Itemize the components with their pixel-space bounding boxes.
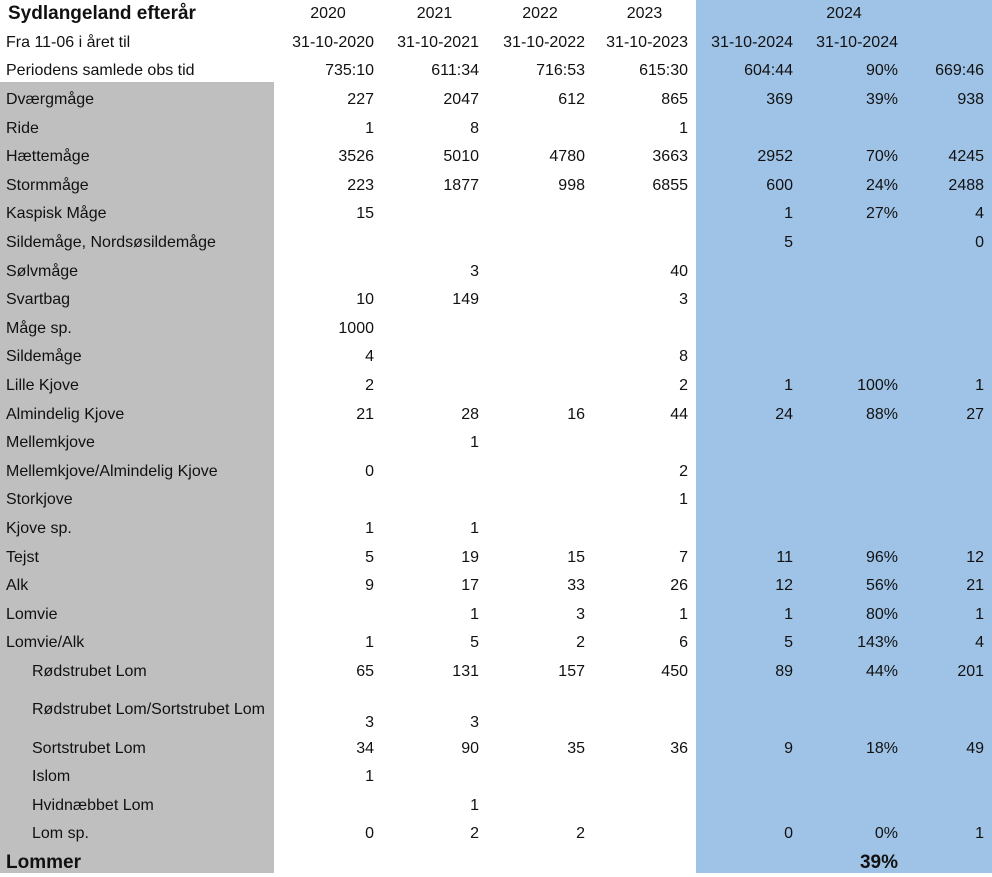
count-cell: 16 [567, 405, 585, 423]
period-cell: 31-10-2021 [397, 33, 479, 51]
count-cell [593, 429, 696, 458]
year-2022: 2022 [522, 5, 558, 23]
table-row [0, 629, 992, 658]
count-cell: 34 [356, 739, 374, 757]
count-cell: 80% [865, 605, 898, 623]
count-cell [801, 343, 906, 372]
obs-time-cell: 604:44 [744, 62, 793, 80]
count-cell: 450 [661, 662, 688, 680]
count-cell: 70% [865, 148, 898, 166]
count-cell: 3663 [652, 148, 688, 166]
count-cell [696, 486, 801, 515]
table-row [0, 572, 992, 601]
obs-time-cell: 716:53 [536, 62, 585, 80]
count-cell [487, 791, 593, 820]
count-cell [801, 315, 906, 344]
count-cell: 1 [975, 377, 985, 395]
count-cell [487, 114, 593, 143]
count-cell: 100% [857, 377, 898, 395]
table-row [0, 791, 992, 820]
sheet-title: Sydlangeland efterår [8, 3, 196, 25]
count-cell: 2 [470, 825, 479, 843]
count-cell: 24 [775, 405, 793, 423]
table-row [0, 429, 992, 458]
species-name: Storkjove [6, 491, 73, 509]
species-name: Kaspisk Måge [6, 205, 107, 223]
count-cell: 21 [356, 405, 374, 423]
period-cell: 31-10-2024 [711, 33, 793, 51]
count-cell: 223 [347, 176, 374, 194]
count-cell: 19 [461, 548, 479, 566]
count-cell [906, 486, 992, 515]
count-cell: 4245 [948, 148, 985, 166]
period-cell: 31-10-2020 [292, 33, 374, 51]
species-name: Sildemåge [6, 348, 82, 366]
count-cell: 2 [576, 825, 585, 843]
count-cell [593, 791, 696, 820]
count-cell [696, 286, 801, 315]
count-cell: 201 [957, 662, 985, 680]
count-cell [487, 257, 593, 286]
count-cell: 0 [365, 462, 374, 480]
count-cell: 9 [365, 577, 374, 595]
year-2023: 2023 [626, 5, 663, 23]
count-cell [801, 763, 906, 792]
count-cell [906, 257, 992, 286]
count-cell: 17 [461, 577, 479, 595]
count-cell [696, 429, 801, 458]
period-cell: 31-10-2022 [503, 33, 585, 51]
count-cell: 1 [784, 377, 793, 395]
count-cell [382, 372, 487, 401]
table-row [0, 734, 992, 763]
obs-time-cell: 669:46 [935, 62, 985, 80]
count-cell [487, 458, 593, 487]
count-cell [274, 791, 382, 820]
count-cell [696, 686, 801, 734]
count-cell: 1 [679, 491, 688, 509]
count-cell: 49 [966, 739, 985, 757]
year-2020: 2020 [310, 5, 346, 23]
count-cell: 1 [784, 205, 793, 223]
count-cell: 12 [775, 577, 793, 595]
count-cell: 18% [865, 739, 898, 757]
count-cell [382, 763, 487, 792]
count-cell [906, 429, 992, 458]
species-name: Lomvie/Alk [6, 634, 85, 652]
count-cell [274, 229, 382, 258]
count-cell: 8 [679, 348, 688, 366]
count-cell: 369 [766, 91, 793, 109]
count-cell [487, 343, 593, 372]
count-cell: 56% [865, 577, 898, 595]
count-cell: 5 [365, 548, 374, 566]
count-cell [906, 686, 992, 734]
count-cell: 96% [865, 548, 898, 566]
count-cell: 2 [365, 377, 374, 395]
count-cell [487, 515, 593, 544]
count-cell [801, 257, 906, 286]
count-cell [906, 791, 992, 820]
count-cell [906, 515, 992, 544]
count-cell: 27 [966, 405, 985, 423]
count-cell: 36 [670, 739, 688, 757]
table-row [0, 486, 992, 515]
period-cell [906, 29, 992, 58]
table-row [0, 400, 992, 429]
count-cell: 65 [356, 662, 374, 680]
count-cell [696, 257, 801, 286]
table-row [0, 686, 992, 734]
count-cell [696, 114, 801, 143]
count-cell [696, 763, 801, 792]
count-cell: 1 [975, 825, 985, 843]
count-cell: 5 [470, 634, 479, 652]
obs-time-cell: 615:30 [639, 62, 688, 80]
table-row [0, 343, 992, 372]
table-row [0, 600, 992, 629]
year-header-row [0, 0, 992, 29]
count-cell: 0 [975, 234, 985, 252]
count-cell [696, 515, 801, 544]
species-name: Sortstrubet Lom [32, 739, 146, 757]
count-cell [696, 343, 801, 372]
count-cell: 10 [356, 291, 374, 309]
count-cell: 26 [670, 577, 688, 595]
count-cell [696, 791, 801, 820]
count-cell: 89 [775, 662, 793, 680]
table-row [0, 515, 992, 544]
count-cell: 4 [365, 348, 374, 366]
obs-time-cell: 735:10 [325, 62, 374, 80]
count-cell [906, 763, 992, 792]
species-name: Svartbag [6, 291, 71, 309]
count-cell: 27% [865, 205, 898, 223]
count-cell [274, 486, 382, 515]
species-name: Sildemåge, Nordsøsildemåge [6, 234, 216, 252]
count-cell [593, 820, 696, 849]
table-row [0, 763, 992, 792]
count-cell [487, 200, 593, 229]
count-cell: 11 [776, 548, 793, 566]
count-cell [906, 343, 992, 372]
period-cell: 31-10-2023 [606, 33, 688, 51]
count-cell: 2047 [443, 91, 479, 109]
count-cell [593, 229, 696, 258]
count-cell: 1 [470, 605, 479, 623]
count-cell [487, 763, 593, 792]
count-cell: 1 [784, 605, 793, 623]
obs-time-row [0, 57, 992, 86]
species-name: Kjove sp. [6, 519, 72, 537]
count-cell [274, 257, 382, 286]
species-name: Mellemkjove [6, 434, 95, 452]
species-name: Rødstrubet Lom/Sortstrubet Lom [32, 701, 265, 719]
period-label: Fra 11-06 i året til [6, 33, 131, 51]
count-cell: 3 [576, 605, 585, 623]
count-cell: 9 [784, 739, 793, 757]
count-cell: 15 [356, 205, 374, 223]
count-cell [382, 200, 487, 229]
count-cell: 157 [558, 662, 585, 680]
count-cell [593, 763, 696, 792]
count-cell: 1 [470, 519, 479, 537]
count-cell: 33 [567, 577, 585, 595]
count-cell [487, 372, 593, 401]
count-cell: 938 [957, 91, 985, 109]
species-name: Lommer [6, 851, 81, 873]
count-cell [906, 315, 992, 344]
count-cell: 1 [365, 768, 374, 786]
count-cell: 4 [975, 205, 985, 223]
count-cell [801, 429, 906, 458]
count-cell: 24% [865, 176, 898, 194]
table-row [0, 372, 992, 401]
species-name: Dværgmåge [6, 91, 95, 109]
count-cell [382, 343, 487, 372]
table-row [0, 114, 992, 143]
year-2021: 2021 [416, 5, 453, 23]
species-name: Lom sp. [32, 825, 89, 843]
count-cell [274, 429, 382, 458]
count-cell [487, 486, 593, 515]
count-cell: 39% [865, 91, 898, 109]
obs-time-cell: 90% [865, 62, 898, 80]
count-cell: 1 [679, 605, 688, 623]
count-cell [487, 315, 593, 344]
count-cell: 2 [576, 634, 585, 652]
count-cell: 2488 [948, 176, 985, 194]
count-cell [801, 486, 906, 515]
count-cell [801, 286, 906, 315]
count-cell [696, 315, 801, 344]
count-cell: 88% [865, 405, 898, 423]
species-name: Tejst [6, 548, 39, 566]
count-cell [801, 458, 906, 487]
count-cell: 865 [661, 91, 688, 109]
count-cell [801, 114, 906, 143]
year-2024: 2024 [826, 5, 862, 23]
count-cell [593, 515, 696, 544]
table-row [0, 543, 992, 572]
count-cell: 3 [365, 714, 374, 732]
species-name: Ride [6, 119, 39, 137]
table-row [0, 315, 992, 344]
species-name: Almindelig Kjove [6, 405, 125, 423]
species-name: Lille Kjove [6, 377, 79, 395]
table-row [0, 286, 992, 315]
count-cell: 6855 [652, 176, 688, 194]
count-cell [593, 315, 696, 344]
table-row [0, 86, 992, 115]
count-cell: 0 [365, 825, 374, 843]
species-name: Lomvie [6, 605, 58, 623]
table-row [0, 229, 992, 258]
count-cell: 1 [679, 119, 688, 137]
species-name: Hvidnæbbet Lom [32, 796, 154, 814]
count-cell [487, 429, 593, 458]
count-cell: 149 [452, 291, 479, 309]
count-cell: 612 [558, 91, 585, 109]
count-cell: 44% [865, 662, 898, 680]
count-cell: 600 [766, 176, 793, 194]
count-cell [487, 286, 593, 315]
count-cell: 6 [679, 634, 688, 652]
count-cell: 2952 [757, 148, 793, 166]
count-cell: 28 [461, 405, 479, 423]
period-row [0, 29, 992, 58]
table-row [0, 172, 992, 201]
species-name: Rødstrubet Lom [32, 662, 147, 680]
count-cell: 3 [679, 291, 688, 309]
species-name: Sølvmåge [6, 262, 79, 280]
count-cell [382, 458, 487, 487]
count-cell [906, 458, 992, 487]
count-cell [906, 286, 992, 315]
count-cell: 21 [966, 577, 985, 595]
count-cell: 3526 [338, 148, 374, 166]
species-name: Mellemkjove/Almindelig Kjove [6, 462, 218, 480]
count-cell [801, 515, 906, 544]
species-name: Måge sp. [6, 319, 72, 337]
count-cell: 5 [784, 234, 793, 252]
count-cell [696, 458, 801, 487]
count-cell: 12 [966, 548, 985, 566]
count-cell: 40 [670, 262, 688, 280]
count-cell: 4 [975, 634, 985, 652]
species-name: Islom [32, 768, 71, 786]
obs-time-cell: 611:34 [431, 62, 479, 80]
count-cell: 2 [679, 377, 688, 395]
count-cell: 35 [567, 739, 585, 757]
table-row [0, 257, 992, 286]
period-cell: 31-10-2024 [816, 33, 898, 51]
count-cell: 131 [452, 662, 479, 680]
count-cell: 1 [470, 796, 479, 814]
count-cell: 15 [567, 548, 585, 566]
count-cell [801, 229, 906, 258]
table-row [0, 820, 992, 849]
count-cell: 1 [470, 434, 479, 452]
count-cell: 1 [365, 634, 374, 652]
count-cell: 8 [470, 119, 479, 137]
count-cell: 7 [679, 548, 688, 566]
count-cell [382, 229, 487, 258]
count-cell [906, 114, 992, 143]
table-row [0, 458, 992, 487]
count-cell: 5 [784, 634, 793, 652]
table-row [0, 658, 992, 687]
count-cell: 4780 [549, 148, 585, 166]
count-cell: 39% [859, 851, 898, 873]
count-cell: 227 [347, 91, 374, 109]
count-cell [382, 486, 487, 515]
count-cell: 1000 [338, 319, 374, 337]
count-cell: 5010 [443, 148, 479, 166]
count-cell [593, 200, 696, 229]
species-name: Stormmåge [6, 176, 89, 194]
count-cell: 998 [558, 176, 585, 194]
species-name: Alk [6, 577, 29, 595]
count-cell [487, 229, 593, 258]
table-row [0, 200, 992, 229]
count-cell: 1 [975, 605, 985, 623]
count-cell: 3 [470, 262, 479, 280]
count-cell: 143% [857, 634, 898, 652]
count-cell [801, 791, 906, 820]
table-row [0, 143, 992, 172]
count-cell: 0 [784, 825, 793, 843]
count-cell: 3 [470, 714, 479, 732]
count-cell: 2 [679, 462, 688, 480]
count-cell: 1 [365, 519, 374, 537]
count-cell: 0% [874, 825, 898, 843]
count-cell [274, 600, 382, 629]
species-name: Hættemåge [6, 148, 90, 166]
count-cell [593, 686, 696, 734]
count-cell: 1877 [443, 176, 479, 194]
count-cell [487, 686, 593, 734]
count-cell: 1 [365, 119, 374, 137]
count-cell [382, 315, 487, 344]
count-cell: 90 [461, 739, 479, 757]
count-cell [801, 686, 906, 734]
count-cell: 44 [670, 405, 688, 423]
obs-time-label: Periodens samlede obs tid [6, 62, 195, 80]
